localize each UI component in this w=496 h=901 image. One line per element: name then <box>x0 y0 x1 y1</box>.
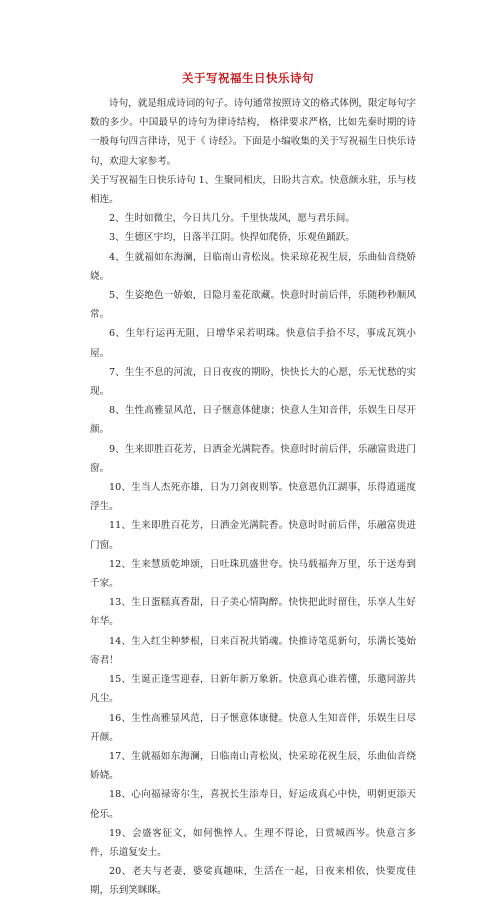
document-title: 关于写祝福生日快乐诗句 <box>182 71 314 85</box>
poem-line: 9、生来即胜百花芳，日洒金光满院香。快意时时前后伴，乐融富贵进门窗。 <box>90 443 416 474</box>
poem-line: 2、生时如微尘，今日共几分。千里快哉风，愿与君乐间。 <box>109 213 355 225</box>
poem-line: 13、生日蛋糕真香甜，日子美心情陶醉。快快把此时留住，乐享人生好年华。 <box>90 597 416 628</box>
poem-line: 10、生当人杰死亦雄，日为刀剑夜则筝。快意恩仇江湖事，乐得逍遥度浮生。 <box>90 482 416 513</box>
intro-paragraph: 诗句，就是组成诗词的句子。诗句通常按照诗文的格式体例，限定每句字数的多少。中国最早的诗句为律诗结构， 格律要求严格，比如先秦时期的诗一般每句四言律诗，见于《 诗经》。下面是小编收集的关于写祝福生日快乐诗句，欢迎大家参考。 <box>90 98 416 167</box>
poem-line: 15、生诞正逢雪迎春，日新年新万象新。快意真心谁若懂，乐邀同游共凡尘。 <box>90 674 416 705</box>
first-line: 关于写祝福生日快乐诗句 1、生聚同相庆，日盼共言欢。快意颜永驻，乐与枝相连。 <box>90 174 416 206</box>
poem-line: 7、生生不息的河流，日日夜夜的期盼，快快长大的心愿，乐无忧愁的实现。 <box>90 366 416 398</box>
poem-line: 3、生德区宇均，日落半江阴。快捍如爬侨，乐观鱼踊跃。 <box>109 232 355 244</box>
poem-line: 8、生性高雅显风范，日子惬意体健康；快意人生知音伴，乐娱生日尽开颜。 <box>90 405 416 436</box>
poem-line: 12、生来慧质乾坤颂，日吐珠玑盛世夸。快马载福奔万里，乐于送寿到千家。 <box>90 558 416 590</box>
poem-line: 4、生就福如东海澜，日临南山青松岚。快采琼花祝生辰，乐曲仙音绕娇娆。 <box>90 251 416 282</box>
poem-line: 5、生姿绝色一娇娘，日隐月羞花欲藏。快意时时前后伴，乐随秒秒顺风常。 <box>90 290 416 321</box>
poem-line: 20、老夫与老妻，婆娑真趣味，生活在一起，日夜来相依，快要度佳期，乐到笑眯眯。 <box>90 866 416 897</box>
poem-line: 6、生年行运再无阻，日增华采若明珠。快意信手拾不尽，事成瓦筑小屋。 <box>90 328 416 359</box>
poem-line: 16、生性高雅显风范，日子惬意体康健。快意人生知音伴，乐娱生日尽开颜。 <box>90 712 416 743</box>
poem-line: 18、心向福禄寄尔生，喜祝长生添寿日，好运成真心中快，明朝更添天伦乐。 <box>90 789 416 820</box>
poem-line: 19、会盛客征文，如何憔悴人。生理不得论，日赏城西岑。快意言多件，乐道复安土。 <box>90 827 416 858</box>
document-body <box>90 94 416 901</box>
poem-line: 14、生入红尘种梦根，日来百祝共销魂。快推诗笔觅新句，乐满长笺始寄君！ <box>90 635 416 666</box>
poem-line: 11、生来即胜百花芳，日洒金光满院香。快意时时前后伴，乐融富贵进门窗。 <box>90 520 416 551</box>
poem-line: 17、生就福如东海澜，日临南山青松岚，快采琼花祝生辰，乐曲仙音绕娇娆。 <box>90 750 416 782</box>
